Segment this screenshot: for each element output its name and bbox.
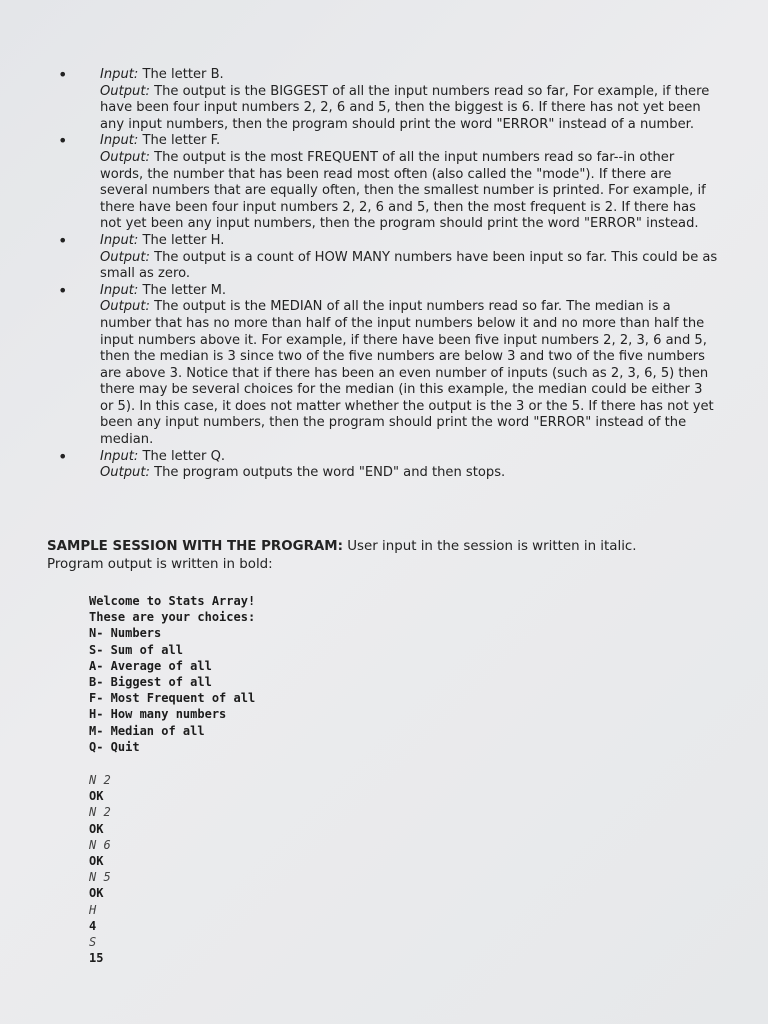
menu-line: F- Most Frequent of all xyxy=(89,691,256,706)
sample-heading-rest: User input in the session is written in italic. xyxy=(347,539,637,554)
menu-line: B- Biggest of all xyxy=(89,675,212,690)
command-q xyxy=(58,446,718,482)
bullet-dot: • xyxy=(58,65,68,84)
input-line xyxy=(100,133,718,150)
input-line xyxy=(100,233,718,250)
output-line xyxy=(100,250,718,283)
command-h xyxy=(58,230,718,283)
menu-line: A- Average of all xyxy=(89,658,212,673)
menu-line: Q- Quit xyxy=(89,739,140,754)
sample-line-1 xyxy=(47,538,737,556)
input-text: The letter B. xyxy=(142,67,224,82)
bullet-dot: • xyxy=(58,230,68,250)
input-text: The letter M. xyxy=(142,282,227,298)
user-input-line: N 6 xyxy=(89,837,111,852)
program-output-line: 4 xyxy=(89,918,97,933)
output-line xyxy=(100,150,718,233)
input-label: Input: xyxy=(100,282,139,298)
bullet-dot: • xyxy=(58,446,68,466)
user-input-line: N 5 xyxy=(89,870,111,885)
input-line xyxy=(100,67,718,84)
program-output-line: OK xyxy=(89,854,104,869)
input-label: Input: xyxy=(100,133,139,149)
input-label: Input: xyxy=(100,67,139,82)
input-text: The letter Q. xyxy=(142,448,226,464)
output-text: The output is the most FREQUENT of all the input numbers read so far--in other words, the number that has been read most often (also called the "mode"). If there are several numbers that are equally often, then the smallest number is printed. For example, if there have been four input numbers 2, 2, 6 and 5, then the most frequent is 2. If there has not yet been any input numbers, then the program should print the word "ERROR" instead. xyxy=(100,149,706,232)
program-menu xyxy=(89,593,255,755)
program-session xyxy=(89,772,111,966)
menu-line: Welcome to Stats Array! xyxy=(89,594,256,608)
command-f xyxy=(58,133,718,233)
output-line xyxy=(100,84,718,134)
command-b xyxy=(58,67,718,133)
command-m xyxy=(58,280,718,449)
output-label: Output: xyxy=(100,249,150,265)
output-label: Output: xyxy=(100,83,150,99)
bullet-dot: • xyxy=(58,280,68,300)
sample-session-intro xyxy=(47,538,737,574)
menu-line: H- How many numbers xyxy=(89,707,227,722)
command-list xyxy=(58,67,718,482)
output-label: Output: xyxy=(100,149,150,165)
output-line xyxy=(100,299,718,448)
program-output-line: 15 xyxy=(89,951,104,966)
menu-line: N- Numbers xyxy=(89,626,162,641)
user-input-line: N 2 xyxy=(89,773,111,787)
menu-line: M- Median of all xyxy=(89,723,205,738)
input-label: Input: xyxy=(100,232,139,248)
output-line xyxy=(100,465,718,482)
program-output-line: OK xyxy=(89,789,104,804)
input-line xyxy=(100,449,718,466)
output-label: Output: xyxy=(100,299,150,315)
input-line xyxy=(100,283,718,300)
output-text: The output is the BIGGEST of all the input numbers read so far, For example, if there have been four input numbers 2, 2, 6 and 5, then the biggest is 6. If there has not yet been any input numbers, then the program should print the word "ERROR" instead of a number. xyxy=(100,83,710,132)
program-output-line: OK xyxy=(89,821,104,836)
user-input-line: S xyxy=(89,935,97,950)
bullet-dot: • xyxy=(58,131,68,151)
user-input-line: H xyxy=(89,902,97,917)
output-label: Output: xyxy=(100,465,150,481)
output-text: The program outputs the word "END" and then stops. xyxy=(154,465,506,481)
menu-line: These are your choices: xyxy=(89,610,256,625)
output-text: The output is the MEDIAN of all the input numbers read so far. The median is a number that has no more than half of the input numbers below it and no more than half the input numbers above it. For example, if there have been five input numbers 2, 2, 3, 6 and 5, then the median is 3 since two of the five numbers are below 3 and two of the five numbers are above 3. Notice that if there has been an even number of inputs (such as 2, 3, 6, 5) then there may be several choices for the median (in this example, the median could be either 3 or 5). In this case, it does not matter whether the output is the 3 or the 5. If there has not yet been any input numbers, then the program should print the word "ERROR" instead of the median. xyxy=(100,299,714,448)
program-output-line: OK xyxy=(89,886,104,901)
output-text: The output is a count of HOW MANY numbers have been input so far. This could be as small as zero. xyxy=(100,249,718,282)
user-input-line: N 2 xyxy=(89,805,111,820)
input-text: The letter F. xyxy=(142,133,221,149)
menu-line: S- Sum of all xyxy=(89,642,183,657)
sample-heading: SAMPLE SESSION WITH THE PROGRAM: xyxy=(47,539,343,554)
input-label: Input: xyxy=(100,448,139,464)
input-text: The letter H. xyxy=(142,232,225,248)
sample-line-2: Program output is written in bold: xyxy=(47,557,273,572)
